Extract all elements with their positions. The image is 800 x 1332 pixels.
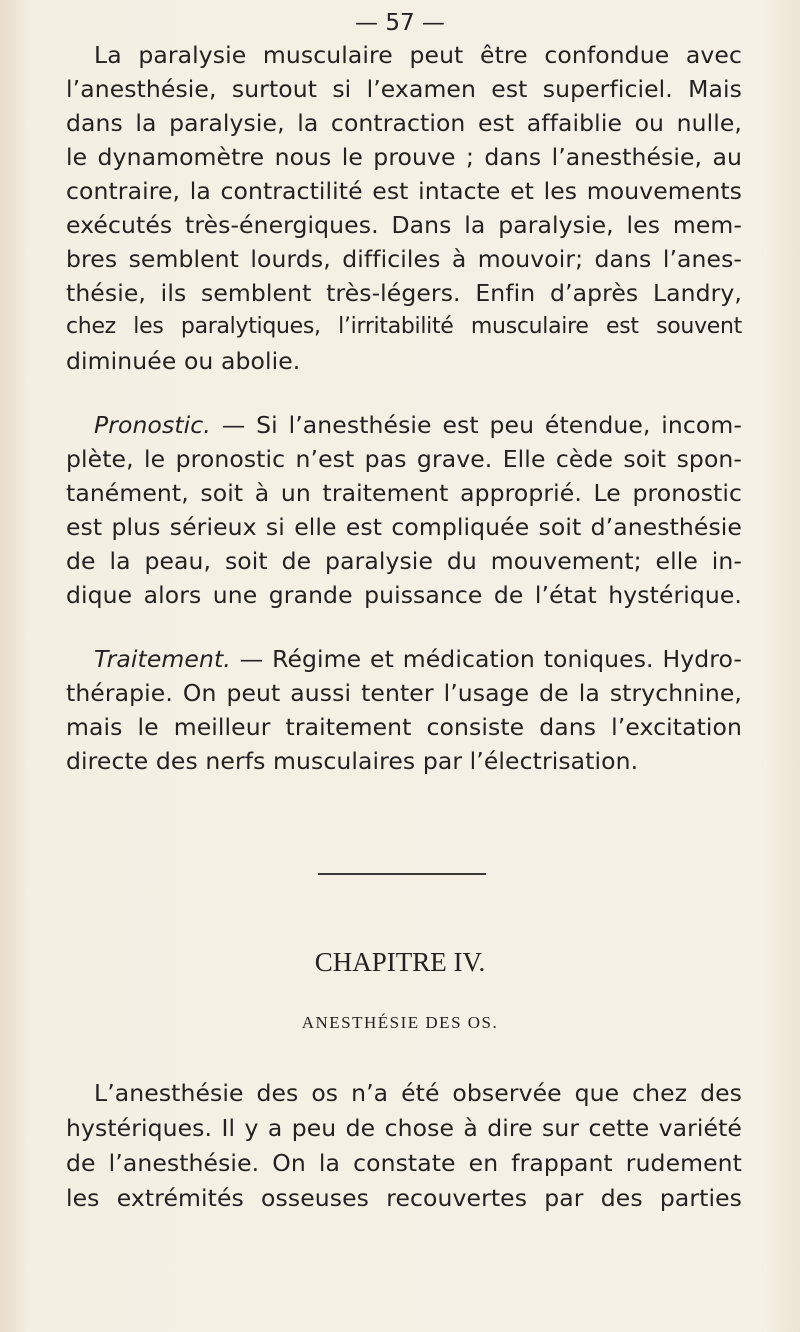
pronostic-first-line: [94, 410, 742, 440]
text-line: directe des nerfs musculaires par l’électrisation.: [66, 747, 639, 775]
text-line: chez les paralytiques, l’irritabilité musculaire est souvent: [66, 314, 742, 339]
text-line: exécutés très-énergiques. Dans la paralysie, les mem-: [66, 211, 742, 239]
traitement-first-line: [94, 644, 742, 674]
text-line: thérapie. On peut aussi tenter l’usage de la strychnine,: [66, 679, 742, 707]
text-line: de la peau, soit de paralysie du mouvement; elle in-: [66, 547, 742, 575]
text-fragment: — Régime et médication toniques. Hydro-: [230, 645, 742, 673]
text-line: bres semblent lourds, difficiles à mouvoir; dans l’anes-: [66, 245, 742, 273]
text-line: les extrémités osseuses recouvertes par des parties: [66, 1184, 742, 1212]
text-line: thésie, ils semblent très-légers. Enfin d’après Landry,: [66, 279, 742, 307]
text-line: plète, le pronostic n’est pas grave. Elle cède soit spon-: [66, 445, 742, 473]
text-line: L’anesthésie des os n’a été observée que chez des: [94, 1079, 742, 1107]
text-line: l’anesthésie, surtout si l’examen est superficiel. Mais: [66, 75, 742, 103]
text-line: dans la paralysie, la contraction est affaiblie ou nulle,: [66, 109, 742, 137]
chapter-subtitle: ANESTHÉSIE DES OS.: [301, 1013, 499, 1032]
text-line: le dynamomètre nous le prouve ; dans l’anesthésie, au: [66, 143, 742, 171]
text-line: La paralysie musculaire peut être confondue avec: [94, 41, 742, 69]
page-number: — 57 —: [355, 10, 445, 36]
text-line: est plus sérieux si elle est compliquée soit d’anesthésie: [66, 513, 742, 541]
text-line: contraire, la contractilité est intacte et les mouvements: [66, 177, 742, 205]
text-line: diminuée ou abolie.: [66, 347, 301, 375]
text-fragment: — Si l’anesthésie est peu étendue, incom-: [210, 411, 742, 439]
traitement-heading: Traitement.: [94, 645, 231, 673]
text-line: hystériques. Il y a peu de chose à dire sur cette variété: [66, 1114, 742, 1142]
text-line: mais le meilleur traitement consiste dans l’excitation: [66, 713, 742, 741]
text-line: tanément, soit à un traitement approprié. Le pronostic: [66, 479, 742, 507]
text-line: de l’anesthésie. On la constate en frappant rudement: [66, 1149, 742, 1177]
chapter-title: CHAPITRE IV.: [314, 947, 486, 977]
section-divider: [318, 873, 486, 875]
text-line: dique alors une grande puissance de l’état hystérique.: [66, 581, 742, 609]
pronostic-heading: Pronostic.: [94, 411, 211, 439]
